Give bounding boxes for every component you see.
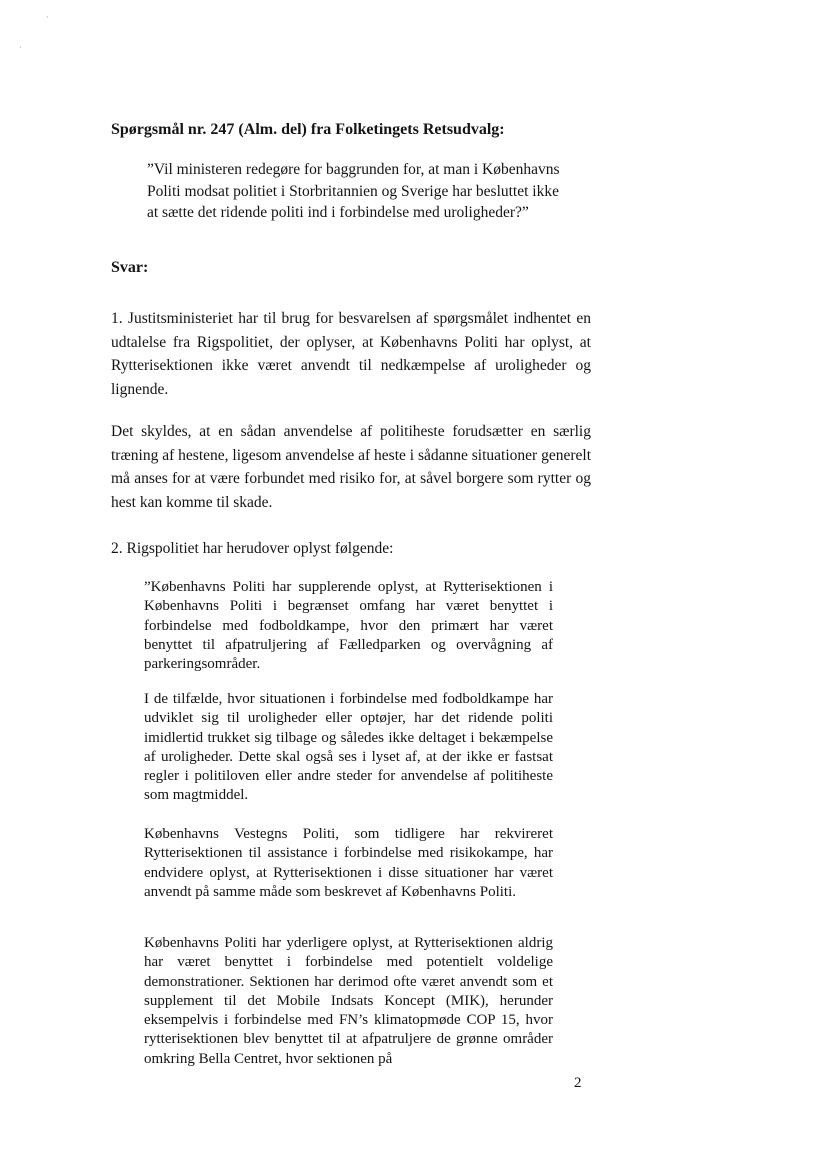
scan-speck: · (19, 43, 22, 52)
quote-paragraph-4: Københavns Politi har yderligere oplyst, at Rytterisektionen aldrig har været benyttet i forbindelse med potentielt voldelige demonstrationer. Sektionen har derimod ofte været anvendt som et supplement til det Mobile Indsats Koncept (MIK), herunder eksempelvis i forbindelse med FN’s klimatopmøde COP 15, hvor rytterisektionen blev benyttet til at afpatruljere de grønne områder omkring Bella Centret, hvor sektionen på (144, 935, 553, 1067)
quote-paragraph-2: I de tilfælde, hvor situationen i forbindelse med fodboldkampe har udviklet sig til uroligheder eller optøjer, har det ridende politi imidlertid trukket sig tilbage og således ikke deltaget i bekæmpelse af uroligheder. Dette skal også ses i lyset af, at der ikke er fastsat regler i politiloven eller andre steder for anvendelse af politiheste som magtmiddel. (144, 691, 553, 804)
quote-paragraph-1: ”Københavns Politi har supplerende oplyst, at Rytterisektionen i Københavns Politi i begrænset omfang har været benyttet i forbindelse med fodboldkampe, hvor den primært har været benyttet til afpatruljering af Fælledparken og overvågning af parkeringsområder. (144, 579, 553, 673)
page-number: 2 (574, 1075, 582, 1091)
answer-label: Svar: (111, 259, 149, 276)
answer-paragraph-3: 2. Rigspolitiet har herudover oplyst følgende: (111, 540, 394, 557)
answer-paragraph-2: Det skyldes, at en sådan anvendelse af politiheste forudsætter en særlig træning af hestene, ligesom anvendelse af heste i sådanne situationer generelt må anses for at være forbundet med risiko for, at såvel borgere som rytter og hest kan komme til skade. (111, 423, 591, 511)
quote-paragraph-3: Københavns Vestegns Politi, som tidligere har rekvireret Rytterisektionen til assistance i forbindelse med risikokampe, har endvidere oplyst, at Rytterisektionen i disse situationer har været anvendt på samme måde som beskrevet af Københavns Politi. (144, 826, 553, 900)
answer-paragraph-1: 1. Justitsministeriet har til brug for besvarelsen af spørgsmålet indhentet en udtalelse fra Rigspolitiet, der oplyser, at Københavns Politi har oplyst, at Rytterisektionen ikke været anvendt til nedkæmpelse af uroligheder og lignende. (111, 310, 591, 398)
question-heading: Spørgsmål nr. 247 (Alm. del) fra Folketingets Retsudvalg: (111, 121, 505, 138)
scan-speck: · (46, 13, 49, 22)
question-text: ”Vil ministeren redegøre for baggrunden for, at man i Københavns Politi modsat politiet i Storbritannien og Sverige har besluttet ikke at sætte det ridende politi ind i forbindelse med uroligheder?” (147, 161, 560, 222)
